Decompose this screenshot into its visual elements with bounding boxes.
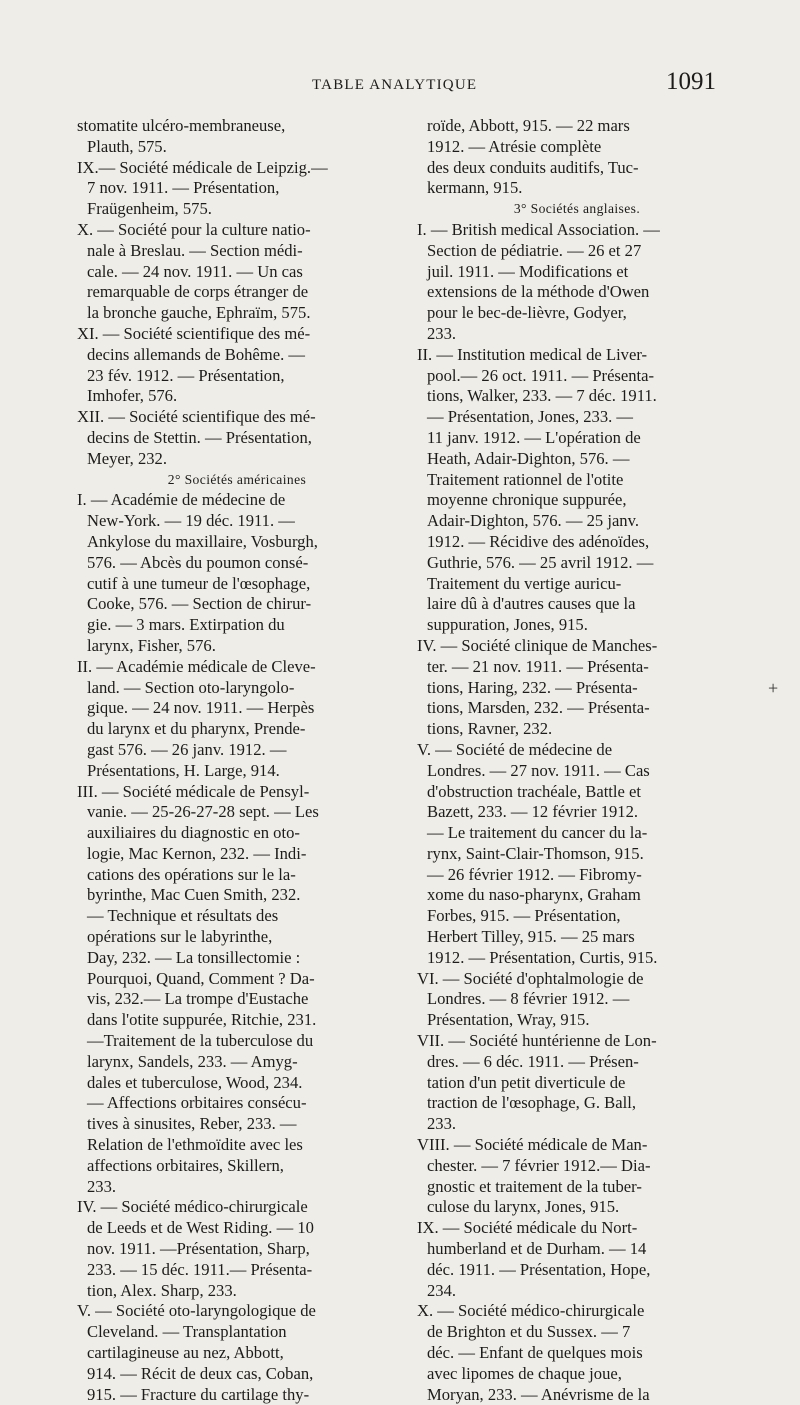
index-line: VI. — Société d'ophtalmologie de [417, 968, 644, 988]
index-line: X. — Société pour la culture natio- [77, 219, 311, 239]
running-header [0, 68, 800, 108]
index-line: Moryan, 233. — Anévrisme de la [427, 1384, 650, 1404]
index-line: — Présentation, Jones, 233. — [427, 407, 634, 427]
index-line: nov. 1911. —Présentation, Sharp, [87, 1239, 310, 1259]
index-line: gie. — 3 mars. Extirpation du [87, 615, 285, 635]
index-line: 233. — 15 déc. 1911.— Présenta- [87, 1259, 313, 1279]
index-line: juil. 1911. — Modifications et [427, 261, 629, 281]
index-line: Plauth, 575. [87, 136, 167, 156]
index-line: vanie. — 25-26-27-28 sept. — Les [87, 802, 319, 822]
index-line: rynx, Saint-Clair-Thomson, 915. [427, 843, 644, 863]
index-line: Meyer, 232. [87, 448, 167, 468]
section-heading: 3° Sociétés anglaises. [513, 201, 641, 217]
index-line: cutif à une tumeur de l'œsophage, [87, 573, 311, 593]
index-line: Herbert Tilley, 915. — 25 mars [427, 927, 635, 947]
index-line: Bazett, 233. — 12 février 1912. [427, 802, 639, 822]
index-line: Cleveland. — Transplantation [87, 1322, 287, 1342]
index-line: 23 fév. 1912. — Présentation, [87, 365, 285, 385]
index-line: nale à Breslau. — Section médi- [87, 240, 303, 260]
index-line: Relation de l'ethmoïdite avec les [87, 1135, 303, 1155]
index-line: chester. — 7 février 1912.— Dia- [427, 1155, 651, 1175]
index-line: dales et tuberculose, Wood, 234. [87, 1072, 303, 1092]
index-line: — 26 février 1912. — Fibromy- [427, 864, 642, 884]
index-line: larynx, Fisher, 576. [87, 635, 216, 655]
index-line: Ankylose du maxillaire, Vosburgh, [87, 531, 318, 551]
index-line: Londres. — 8 février 1912. — [427, 989, 630, 1009]
index-line: ter. — 21 nov. 1911. — Présenta- [427, 656, 649, 676]
index-line: dres. — 6 déc. 1911. — Présen- [427, 1051, 639, 1071]
index-line: humberland et de Durham. — 14 [427, 1239, 647, 1259]
index-line: tions, Walker, 233. — 7 déc. 1911. [427, 386, 657, 406]
index-line: pour le bec-de-lièvre, Godyer, [427, 303, 627, 323]
index-line: IV. — Société médico-chirurgicale [77, 1197, 308, 1217]
page-number: 1091 [666, 68, 716, 95]
index-line: Forbes, 915. — Présentation, [427, 906, 621, 926]
index-line: logie, Mac Kernon, 232. — Indi- [87, 843, 307, 863]
index-line: avec lipomes de chaque joue, [427, 1363, 622, 1383]
index-line: de Leeds et de West Riding. — 10 [87, 1218, 314, 1238]
index-line: tives à sinusites, Reber, 233. — [87, 1114, 297, 1134]
index-line: tions, Ravner, 232. [427, 719, 553, 739]
index-line: culose du larynx, Jones, 915. [427, 1197, 620, 1217]
index-line: 7 nov. 1911. — Présentation, [87, 178, 280, 198]
index-line: — Technique et résultats des [87, 906, 279, 926]
index-line: auxiliaires du diagnostic en oto- [87, 823, 300, 843]
index-line: 914. — Récit de deux cas, Coban, [87, 1363, 314, 1383]
index-line: Imhofer, 576. [87, 386, 178, 406]
index-line: gnostic et traitement de la tuber- [427, 1176, 642, 1196]
index-line: cations des opérations sur le la- [87, 864, 296, 884]
index-line: tions, Marsden, 232. — Présenta- [427, 698, 650, 718]
index-line: déc. — Enfant de quelques mois [427, 1343, 643, 1363]
index-line: stomatite ulcéro-membraneuse, [77, 116, 286, 135]
index-line: —Traitement de la tuberculose du [87, 1031, 314, 1051]
index-line: land. — Section oto-laryngolo- [87, 677, 295, 697]
index-line: 915. — Fracture du cartilage thy- [87, 1384, 310, 1404]
index-line: traction de l'œsophage, G. Ball, [427, 1093, 636, 1113]
index-line: roïde, Abbott, 915. — 22 mars [427, 116, 630, 135]
index-line: gique. — 24 nov. 1911. — Herpès [87, 698, 315, 718]
index-line: 1912. — Récidive des adénoïdes, [427, 531, 650, 551]
left-column [77, 116, 397, 1405]
index-line: III. — Société médicale de Pensyl- [77, 781, 310, 801]
index-line: Adair-Dighton, 576. — 25 janv. [427, 511, 639, 531]
index-line: decins allemands de Bohême. — [87, 344, 305, 364]
index-line: XI. — Société scientifique des mé- [77, 323, 311, 343]
index-line: Pourquoi, Quand, Comment ? Da- [87, 968, 315, 988]
index-line: 1912. — Atrésie complète [427, 136, 602, 156]
index-line: suppuration, Jones, 915. [427, 615, 588, 635]
index-line: V. — Société oto-laryngologique de [77, 1301, 316, 1321]
index-line: VII. — Société huntérienne de Lon- [417, 1031, 657, 1051]
index-line: decins de Stettin. — Présentation, [87, 427, 312, 447]
index-line: Cooke, 576. — Section de chirur- [87, 594, 312, 614]
index-line: V. — Société de médecine de [417, 739, 613, 759]
index-line: affections orbitaires, Skillern, [87, 1155, 284, 1175]
index-line: opérations sur le labyrinthe, [87, 927, 273, 947]
index-line: Traitement rationnel de l'otite [427, 469, 624, 489]
index-line: Traitement du vertige auricu- [427, 573, 622, 593]
index-line: Fraügenheim, 575. [87, 199, 212, 219]
right-column [417, 116, 737, 1405]
index-line: IV. — Société clinique de Manches- [417, 635, 658, 655]
index-line: 234. [427, 1280, 457, 1300]
index-line: tions, Haring, 232. — Présenta- [427, 677, 638, 697]
index-line: — Affections orbitaires consécu- [87, 1093, 307, 1113]
index-line: 233. [427, 323, 457, 343]
index-line: la bronche gauche, Ephraïm, 575. [87, 303, 311, 323]
index-line: cartilagineuse au nez, Abbott, [87, 1343, 284, 1363]
index-line: X. — Société médico-chirurgicale [417, 1301, 645, 1321]
index-line: byrinthe, Mac Cuen Smith, 232. [87, 885, 301, 905]
index-line: Présentation, Wray, 915. [427, 1010, 590, 1030]
index-line: 233. [87, 1176, 117, 1196]
index-line: du larynx et du pharynx, Prende- [87, 719, 306, 739]
index-line: larynx, Sandels, 233. — Amyg- [87, 1051, 298, 1071]
index-line: laire dû à d'autres causes que la [427, 594, 636, 614]
index-line: II. — Académie médicale de Cleve- [77, 656, 316, 676]
index-line: Heath, Adair-Dighton, 576. — [427, 448, 630, 468]
index-line: Londres. — 27 nov. 1911. — Cas [427, 760, 650, 780]
index-line: 11 janv. 1912. — L'opération de [427, 427, 641, 447]
index-line: IX. — Société médicale du Nort- [417, 1218, 638, 1238]
index-line: Day, 232. — La tonsillectomie : [87, 947, 301, 967]
index-line: des deux conduits auditifs, Tuc- [427, 157, 639, 177]
index-line: xome du naso-pharynx, Graham [427, 885, 641, 905]
index-line: de Brighton et du Sussex. — 7 [427, 1322, 631, 1342]
index-line: 1912. — Présentation, Curtis, 915. [427, 947, 658, 967]
index-line: tation d'un petit diverticule de [427, 1072, 626, 1092]
index-line: VIII. — Société médicale de Man- [417, 1135, 648, 1155]
index-line: — Le traitement du cancer du la- [427, 823, 648, 843]
section-heading: 2° Sociétés américaines [167, 471, 307, 487]
index-line: II. — Institution medical de Liver- [417, 344, 648, 364]
index-line: dans l'otite suppurée, Ritchie, 231. [87, 1010, 317, 1030]
index-line: Présentations, H. Large, 914. [87, 760, 280, 780]
index-line: cale. — 24 nov. 1911. — Un cas [87, 261, 303, 281]
index-line: pool.— 26 oct. 1911. — Présenta- [427, 365, 655, 385]
index-line: moyenne chronique suppurée, [427, 490, 627, 510]
index-line: d'obstruction trachéale, Battle et [427, 781, 642, 801]
index-line: 233. [427, 1114, 457, 1134]
index-line: 576. — Abcès du poumon consé- [87, 552, 309, 572]
index-line: extensions de la méthode d'Owen [427, 282, 650, 302]
index-line: Section de pédiatrie. — 26 et 27 [427, 240, 642, 260]
index-line: XII. — Société scientifique des mé- [77, 407, 316, 427]
index-line: kermann, 915. [427, 178, 523, 198]
index-line: I. — Académie de médecine de [77, 490, 286, 510]
index-line: tion, Alex. Sharp, 233. [87, 1280, 237, 1300]
index-line: I. — British medical Association. — [417, 219, 660, 239]
margin-mark: + [768, 678, 779, 698]
index-line: New-York. — 19 déc. 1911. — [87, 511, 295, 531]
running-title: TABLE ANALYTIQUE [312, 77, 478, 93]
index-line: gast 576. — 26 janv. 1912. — [87, 739, 287, 759]
index-line: déc. 1911. — Présentation, Hope, [427, 1259, 651, 1279]
index-line: vis, 232.— La trompe d'Eustache [87, 989, 309, 1009]
index-line: remarquable de corps étranger de [87, 282, 309, 302]
index-line: Guthrie, 576. — 25 avril 1912. — [427, 552, 654, 572]
index-line: IX.— Société médicale de Leipzig.— [77, 157, 328, 177]
